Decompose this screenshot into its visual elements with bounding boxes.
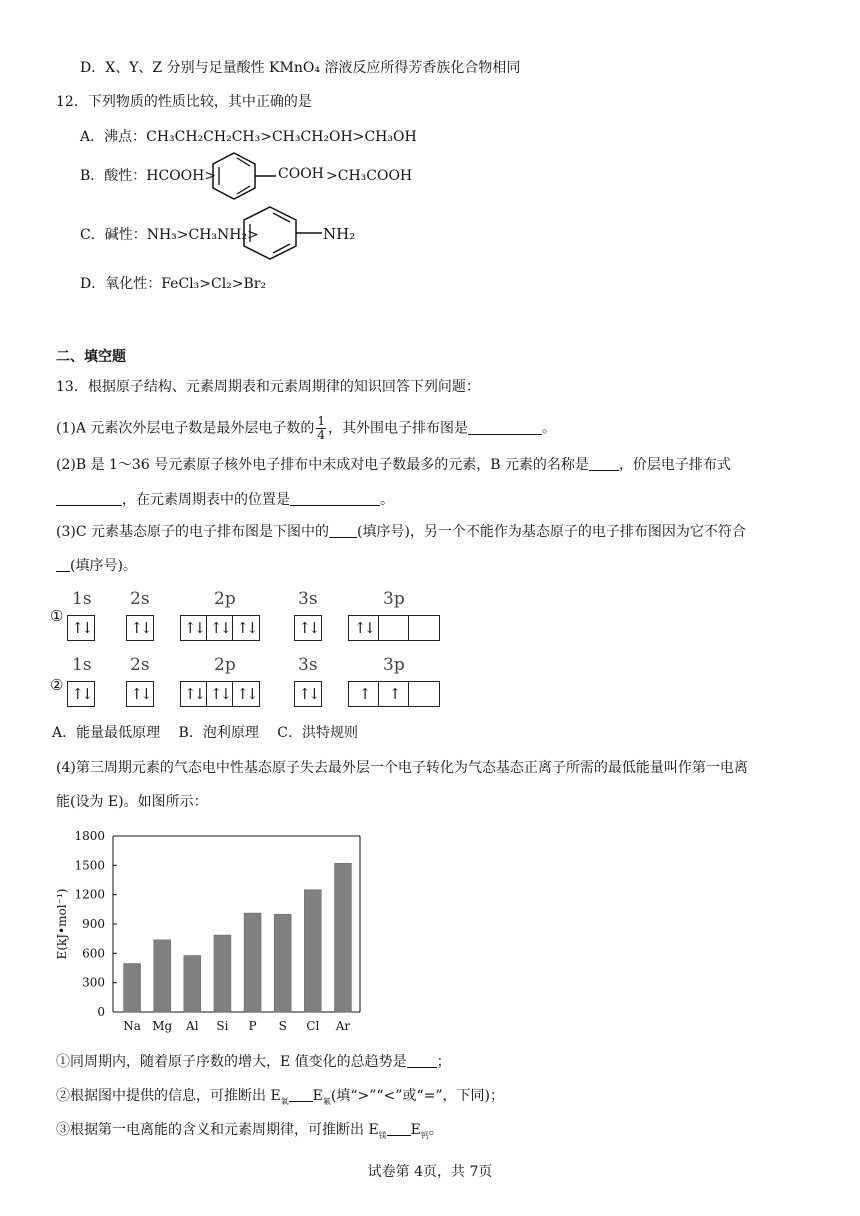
orbital-label-2p: 2p [214, 589, 236, 609]
q13-sub2 [56, 1086, 504, 1112]
subscript-magnesium: 镁 [378, 1130, 387, 1140]
orbital-cell: ↑↓ [130, 619, 150, 637]
subscript-calcium: 钙 [420, 1130, 429, 1140]
q12-option-c-prefix: C．碱性：NH₃>CH₃NH₂> [80, 227, 259, 243]
answer-blank[interactable] [387, 1121, 411, 1136]
y-tick-label: 1800 [74, 829, 105, 843]
y-tick-label: 0 [97, 1005, 105, 1019]
q12-option-d: D．氧化性：FeCl₃>Cl₂>Br₂ [80, 276, 267, 292]
y-tick-label: 600 [82, 946, 105, 961]
orbital-3p-box [348, 615, 440, 641]
orbital-2s-box [126, 615, 154, 641]
orbital-cell: ↑↓ [298, 619, 318, 637]
q13-part1 [56, 415, 556, 442]
answer-blank[interactable] [56, 557, 70, 572]
q13-part3-line2 [56, 556, 137, 576]
benzene-ring-b [210, 150, 280, 202]
y-axis-label: E(kJ•mol⁻¹) [55, 888, 69, 960]
q13-sub1-post: ； [436, 1054, 451, 1070]
orbital-cell: ↑↓ [181, 682, 207, 706]
bar-na [124, 964, 141, 1012]
bar-s [274, 914, 291, 1012]
q13-sub3-pre: ③根据第一电离能的含义和元素周期律，可推断出 E [56, 1122, 379, 1138]
answer-blank[interactable] [468, 420, 542, 435]
orbital-3s-box [294, 615, 322, 641]
orbital-cell: ↑↓ [349, 616, 379, 640]
x-tick-label: Ar [335, 1019, 351, 1033]
q13-part1-pre: (1)A 元素次外层电子数是最外层电子数的 [56, 420, 315, 437]
orbital-label-3s: 3s [298, 655, 318, 675]
q13-part1-end: 。 [542, 420, 557, 437]
answer-blank[interactable] [290, 491, 380, 506]
answer-blank[interactable] [589, 456, 619, 471]
fraction [316, 415, 326, 442]
fraction-numerator: 1 [317, 414, 326, 428]
q13-part4-line1: (4)第三周期元素的气态电中性基态原子失去最外层一个电子转化为气态基态正离子所需的最低能量叫作第一电离 [56, 760, 748, 776]
bar-ar [334, 863, 351, 1012]
diagram-1-marker: ① [50, 607, 64, 625]
q12-option-c-group: NH₂ [323, 225, 356, 243]
q13-part2-line1 [56, 455, 731, 475]
bar-p [244, 913, 261, 1012]
q12-option-b-prefix: B．酸性：HCOOH> [80, 168, 217, 184]
principle-choices: A．能量最低原理 B．泡利原理 C．洪特规则 [52, 725, 359, 741]
orbital-cell: ↑↓ [236, 619, 256, 637]
q13-part3-line1 [56, 522, 746, 542]
q13-sub2-pre: ②根据图中提供的信息，可推断出 E [56, 1088, 281, 1104]
y-tick-label: 300 [82, 975, 105, 990]
orbital-2p-box [180, 681, 260, 707]
orbital-2s-box [126, 681, 154, 707]
q13-part1-post: ，其外围电子排布图是 [328, 420, 469, 437]
subscript-fluorine: 氟 [322, 1096, 331, 1106]
orbital-2p-box [180, 615, 260, 641]
orbital-label-1s: 1s [72, 655, 92, 675]
benzene-ring-c [240, 204, 326, 262]
x-tick-label: P [248, 1019, 257, 1033]
q13-part2-end: 。 [380, 492, 394, 508]
x-tick-label: Si [216, 1019, 229, 1033]
orbital-label-3p: 3p [383, 589, 405, 609]
q13-stem: 13．根据原子结构、元素周期表和元素周期律的知识回答下列问题： [56, 379, 480, 395]
orbital-cell: ↑↓ [181, 616, 207, 640]
section-title: 二、填空题 [56, 349, 126, 365]
q13-sub3-post: 。 [428, 1122, 443, 1138]
orbital-label-1s: 1s [72, 589, 92, 609]
y-tick-label: 900 [82, 917, 105, 931]
q13-sub3 [56, 1120, 443, 1146]
orbital-label-2p: 2p [214, 655, 236, 675]
q13-sub1-pre: ①同周期内，随着原子序数的增大，E 值变化的总趋势是 [56, 1054, 407, 1070]
orbital-cell [409, 682, 439, 706]
orbital-cell: ↑↓ [207, 682, 233, 706]
orbital-3s-box [294, 681, 322, 707]
y-tick-label: 1500 [74, 858, 105, 873]
orbital-cell [379, 616, 409, 640]
orbital-cell: ↑↓ [207, 616, 233, 640]
q13-sub1 [56, 1052, 451, 1072]
q13-part3-post: (填序号)，另一个不能作为基态原子的电子排布图因为它不符合 [357, 524, 746, 540]
orbital-cell: ↑↓ [71, 619, 91, 637]
y-tick-label: 1200 [74, 887, 105, 902]
orbital-label-2s: 2s [130, 589, 150, 609]
orbital-cell [409, 616, 439, 640]
q13-part2-line2 [56, 490, 394, 510]
bar-al [184, 955, 201, 1012]
answer-blank[interactable] [329, 523, 357, 538]
q13-sub2-mid: E [312, 1088, 323, 1104]
orbital-3p-box [348, 681, 440, 707]
ionization-energy-chart [50, 822, 370, 1042]
q13-sub3-mid: E [410, 1122, 421, 1138]
x-tick-label: Na [123, 1019, 141, 1033]
subscript-oxygen: 氧 [280, 1096, 289, 1106]
x-tick-label: Al [186, 1019, 199, 1033]
x-tick-label: Mg [152, 1019, 173, 1033]
orbital-cell: ↑ [349, 682, 379, 706]
orbital-cell: ↑↓ [298, 685, 318, 703]
page-footer: 试卷第 4页，共 7页 [367, 1164, 493, 1180]
x-tick-label: S [278, 1019, 287, 1033]
orbital-1s-box [67, 681, 95, 707]
orbital-label-3s: 3s [298, 589, 318, 609]
orbital-cell: ↑↓ [130, 685, 150, 703]
q13-part2-pre: (2)B 是 1～36 号元素原子核外电子排布中未成对电子数最多的元素，B 元素的名称是 [56, 457, 589, 473]
q13-part4-line2: 能(设为 E)。如图所示： [56, 794, 208, 810]
orbital-cell: ↑ [379, 682, 409, 706]
answer-blank[interactable] [56, 491, 122, 506]
q13-part2-post: ，价层电子排布式 [618, 457, 731, 473]
orbital-label-2s: 2s [130, 655, 150, 675]
x-tick-label: Cl [306, 1019, 320, 1033]
orbital-cell: ↑↓ [71, 685, 91, 703]
orbital-label-3p: 3p [383, 655, 405, 675]
fraction-denominator: 4 [317, 428, 326, 442]
q12-stem: 12．下列物质的性质比较，其中正确的是 [56, 94, 312, 110]
q13-part2-mid: ，在元素周期表中的位置是 [122, 492, 290, 508]
q12-option-a: A．沸点：CH₃CH₂CH₂CH₃>CH₃CH₂OH>CH₃OH [80, 129, 417, 145]
q11-option-d: D．X、Y、Z 分别与足量酸性 KMnO₄ 溶液反应所得芳香族化合物相同 [80, 60, 521, 76]
q13-part3-post2: (填序号)。 [70, 558, 137, 574]
q12-option-b-suffix: >CH₃COOH [326, 168, 413, 184]
q13-part3-pre: (3)C 元素基态原子的电子排布图是下图中的 [56, 524, 329, 540]
q12-option-b-group: COOH [278, 166, 324, 182]
q13-sub2-post: (填“>”“<”或“=”，下同)； [330, 1088, 504, 1104]
diagram-2-marker: ② [50, 676, 64, 694]
orbital-cell: ↑↓ [236, 685, 256, 703]
bar-cl [304, 890, 321, 1012]
bar-mg [154, 940, 171, 1012]
orbital-1s-box [67, 615, 95, 641]
answer-blank[interactable] [289, 1087, 313, 1102]
bar-si [214, 935, 231, 1012]
answer-blank[interactable] [407, 1053, 437, 1068]
